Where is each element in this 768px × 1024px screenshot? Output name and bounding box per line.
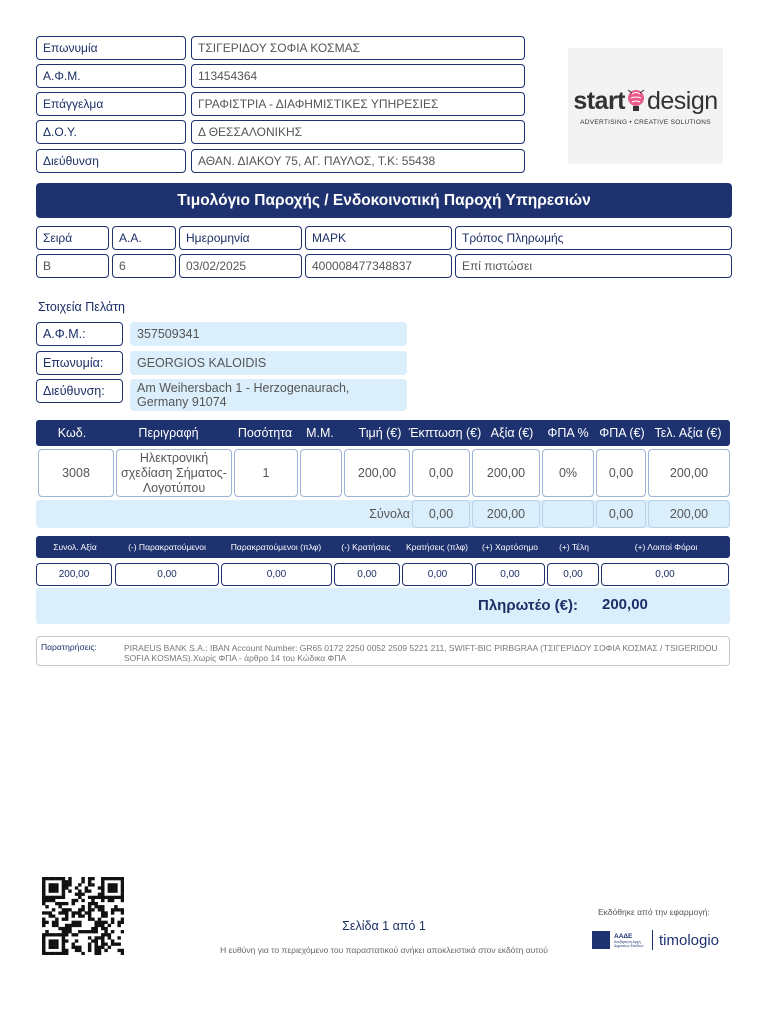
- col-discount: Έκπτωση (€): [408, 426, 482, 440]
- notes-box: [36, 636, 730, 666]
- customer-section-title: Στοιχεία Πελάτη: [38, 300, 126, 314]
- row-vat: 0,00: [596, 449, 646, 497]
- page-number: Σελίδα 1 από 1: [342, 919, 426, 933]
- aade-name: ΑΑΔΕ: [614, 932, 633, 940]
- sum-withheld-other-value: 0,00: [221, 563, 332, 586]
- customer-address-value: Am Weihersbach 1 - Herzogenaurach, Germany 91074: [130, 379, 407, 411]
- disclaimer-text: Η ευθύνη για το περιεχόμενο του παραστατικού ανήκει αποκλειστικά στον εκδότη αυτού: [220, 945, 548, 955]
- mark-value: 400008477348837: [305, 254, 452, 278]
- totals-discount: 0,00: [412, 500, 470, 528]
- totals-final: 200,00: [648, 500, 730, 528]
- aade-logo-icon: [592, 931, 610, 949]
- mark-label: ΜΑΡΚ: [305, 226, 452, 250]
- customer-address-label: Διεύθυνση:: [36, 379, 123, 403]
- col-description: Περιγραφή: [138, 426, 199, 440]
- notes-text: PIRAEUS BANK S.A.: IBAN Account Number: GR65 0172 2250 0052 2509 5221 211, SWIFT-BIC PIRBGRAA (ΤΣΙΓΕΡΙΔΟΥ ΣΟΦΙΑ ΚΟΣΜΑΣ / TSIGERIDOU SOFIA KOSMAS).Χωρίς ΦΠΑ - άρθρο 14 του Κώδικα ΦΠΑ: [124, 643, 718, 663]
- col-value: Αξία (€): [490, 426, 534, 440]
- col-quantity: Ποσότητα: [237, 426, 293, 440]
- payable-amount: 200,00: [602, 596, 648, 613]
- issuer-name-value: ΤΣΙΓΕΡΙΔΟΥ ΣΟΦΙΑ ΚΟΣΜΑΣ: [191, 36, 525, 60]
- sum-fees-value: 0,00: [547, 563, 599, 586]
- customer-vat-label: Α.Φ.Μ.:: [36, 322, 123, 346]
- notes-label: Παρατηρήσεις:: [41, 642, 97, 652]
- col-vat: ΦΠΑ (€): [599, 426, 645, 440]
- issuer-address-value: ΑΘΑΝ. ΔΙΑΚΟΥ 75, ΑΓ. ΠΑΥΛΟΣ, Τ.Κ: 55438: [191, 149, 525, 173]
- payable-label: Πληρωτέο (€):: [478, 597, 578, 614]
- brain-bulb-icon: [625, 88, 647, 114]
- row-value: 200,00: [472, 449, 540, 497]
- payment-method-value: Επί πιστώσει: [455, 254, 732, 278]
- row-code: 3008: [38, 449, 114, 497]
- row-unit: [300, 449, 342, 497]
- issuer-vat-label: Α.Φ.Μ.: [36, 64, 186, 88]
- sum-col-total: Συνολ. Αξία: [53, 542, 97, 552]
- sum-col-other-taxes: (+) Λοιποί Φόροι: [634, 542, 698, 552]
- issuer-vat-value: 113454364: [191, 64, 525, 88]
- issued-by-label: Εκδόθηκε από την εφαρμογή:: [598, 907, 710, 917]
- number-value: 6: [112, 254, 176, 278]
- col-code: Κωδ.: [57, 426, 87, 440]
- sum-col-withheld-other: Παρακρατούμενοι (πλφ): [230, 542, 322, 552]
- totals-value: 200,00: [472, 500, 540, 528]
- date-label: Ημερομηνία: [179, 226, 302, 250]
- col-vat-pct: ΦΠΑ %: [547, 426, 589, 440]
- series-label: Σειρά: [36, 226, 109, 250]
- logo-design-text: design: [647, 86, 718, 115]
- payment-method-label: Τρόπος Πληρωμής: [455, 226, 732, 250]
- issuer-name-label: Επωνυμία: [36, 36, 186, 60]
- logo-tagline: ADVERTISING • CREATIVE SOLUTIONS: [580, 118, 711, 126]
- issuer-profession-label: Επάγγελμα: [36, 92, 186, 116]
- items-table-header: [36, 420, 730, 446]
- row-discount: 0,00: [412, 449, 470, 497]
- issuer-address-label: Διεύθυνση: [36, 149, 186, 173]
- sum-deductions-other-value: 0,00: [402, 563, 473, 586]
- customer-name-value: GEORGIOS KALOIDIS: [130, 351, 407, 375]
- sum-total-value: 200,00: [36, 563, 112, 586]
- qr-code-icon: [42, 877, 124, 955]
- document-title: Τιμολόγιο Παροχής / Ενδοκοινοτική Παροχή Υπηρεσιών: [36, 183, 732, 218]
- totals-vat: 0,00: [596, 500, 646, 528]
- aade-subtitle: Ανεξάρτητη Αρχή Δημοσίων Εσόδων: [614, 939, 644, 948]
- provider-logos: [592, 930, 719, 950]
- totals-vat-pct: [542, 500, 594, 528]
- logo-divider: [652, 930, 653, 950]
- customer-name-label: Επωνυμία:: [36, 351, 123, 375]
- customer-vat-value: 357509341: [130, 322, 407, 346]
- row-price: 200,00: [344, 449, 410, 497]
- totals-label: Σύνολα: [369, 507, 410, 521]
- number-label: Α.Α.: [112, 226, 176, 250]
- col-unit: Μ.Μ.: [306, 426, 334, 440]
- issuer-tax-office-value: Δ ΘΕΣΣΑΛΟΝΙΚΗΣ: [191, 120, 525, 144]
- sum-col-withheld: (-) Παρακρατούμενοι: [128, 542, 206, 552]
- date-value: 03/02/2025: [179, 254, 302, 278]
- sum-col-deductions-other: Κρατήσεις (πλφ): [405, 542, 469, 552]
- summary-header: [36, 536, 730, 558]
- sum-other-taxes-value: 0,00: [601, 563, 729, 586]
- sum-deductions-value: 0,00: [334, 563, 400, 586]
- company-logo: [568, 48, 723, 164]
- row-final: 200,00: [648, 449, 730, 497]
- sum-col-deductions: (-) Κρατήσεις: [341, 542, 391, 552]
- timologio-logo: timologio: [659, 931, 720, 949]
- row-quantity: 1: [234, 449, 298, 497]
- issuer-profession-value: ΓΡΑΦΙΣΤΡΙΑ - ΔΙΑΦΗΜΙΣΤΙΚΕΣ ΥΠΗΡΕΣΙΕΣ: [191, 92, 525, 116]
- col-price: Τιμή (€): [358, 426, 402, 440]
- sum-stamp-value: 0,00: [475, 563, 545, 586]
- sum-col-fees: (+) Τέλη: [559, 542, 589, 552]
- row-vat-pct: 0%: [542, 449, 594, 497]
- series-value: Β: [36, 254, 109, 278]
- issuer-tax-office-label: Δ.Ο.Υ.: [36, 120, 186, 144]
- row-description: Ηλεκτρονική σχεδίαση Σήματος-Λογοτύπου: [116, 449, 232, 497]
- sum-col-stamp: (+) Χαρτόσημο: [482, 542, 538, 552]
- logo-start-text: start: [573, 86, 625, 115]
- col-final: Τελ. Αξία (€): [654, 426, 722, 440]
- sum-withheld-value: 0,00: [115, 563, 219, 586]
